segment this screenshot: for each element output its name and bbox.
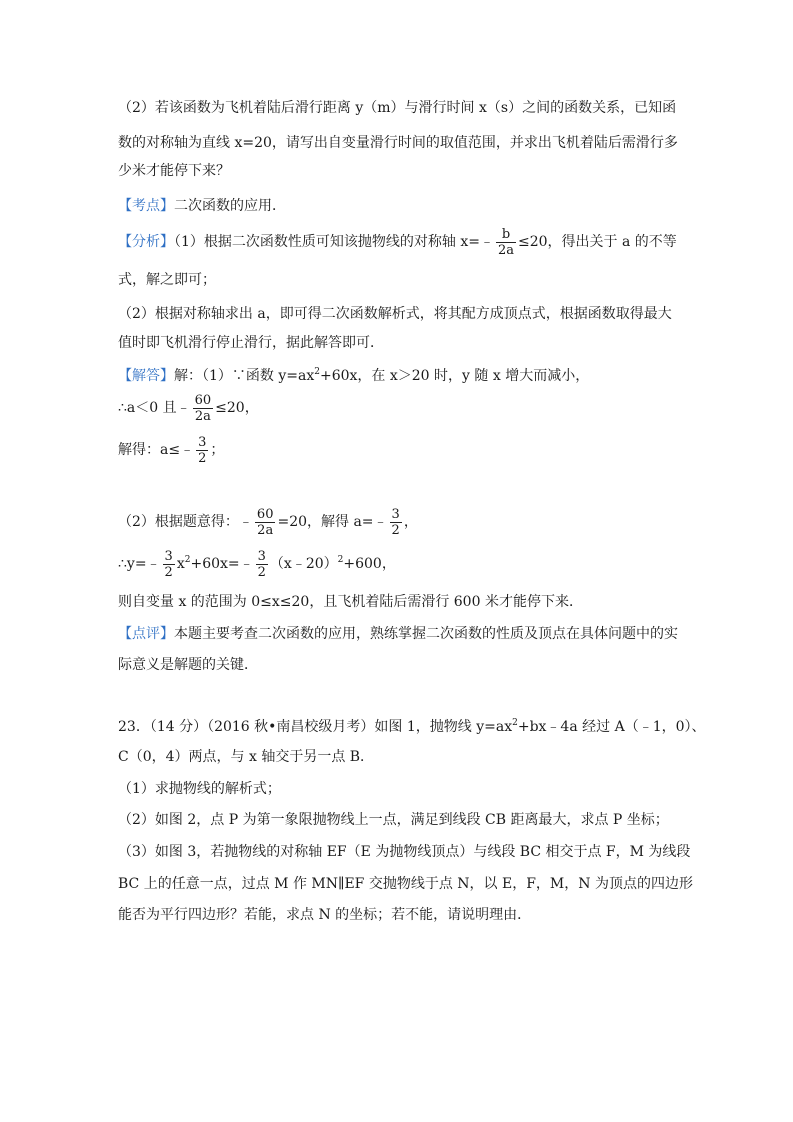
fraction-denominator: 2a [255, 522, 276, 538]
jieda-line1-post: +60x，在 x＞20 时，y 随 x 增大而减小， [319, 368, 590, 384]
fraction-numerator: 3 [198, 434, 207, 450]
jieda-line5-mid: +60x=﹣ [190, 556, 254, 572]
fenxi-line3: （2）根据对称轴求出 a，即可得二次函数解析式，将其配方成顶点式，根据函数取得最大 [118, 306, 672, 322]
question-part2-line2: 数的对称轴为直线 x=20，请写出自变量滑行时间的取值范围，并求出飞机着陆后需滑行多 [118, 135, 678, 151]
jieda-line4-fraction [255, 507, 276, 538]
kaodian-line [118, 196, 286, 216]
fraction-numerator: 60 [256, 506, 274, 522]
fenxi-line1-pre: （1）根据二次函数性质可知该抛物线的对称轴 x=﹣ [174, 234, 494, 250]
dianping-text: 本题主要考查二次函数的应用，熟练掌握二次函数的性质及顶点在具体问题中的实 [174, 626, 678, 642]
q23-sub2: （2）如图 2，点 P 为第一象限抛物线上一点，满足到线段 CB 距离最大，求点 P 坐标； [118, 812, 669, 828]
jieda-line6: 则自变量 x 的范围为 0≤x≤20，且飞机着陆后需滑行 600 米才能停下来． [118, 594, 583, 610]
fraction-numerator: 3 [391, 506, 400, 522]
jieda-line2-fraction [193, 393, 214, 424]
dianping-line2: 际意义是解题的关键． [118, 657, 258, 673]
jieda-line5-exponent: 2 [184, 555, 191, 565]
jieda-line5-x: x [176, 556, 185, 572]
fenxi-tag: 【分析】 [118, 234, 174, 250]
kaodian-tag: 【考点】 [118, 198, 174, 214]
jieda-line2-post: ≤20， [215, 400, 259, 416]
fenxi-line4: 值时即飞机滑行停止滑行，据此解答即可． [118, 335, 384, 351]
q23-sub1: （1）求抛物线的解析式； [118, 781, 281, 797]
fenxi-line1 [118, 225, 677, 259]
jieda-line2-pre: ∴a＜0 且﹣ [118, 400, 191, 416]
jieda-line3 [118, 433, 224, 467]
jieda-line4-pre: （2）根据题意得：﹣ [118, 514, 253, 530]
jieda-line3-pre: 解得：a≤﹣ [118, 442, 195, 458]
q23-sub3-line1: （3）如图 3，若抛物线的对称轴 EF（E 为抛物线顶点）与线段 BC 相交于点 F，M 为线段 [118, 844, 691, 860]
kaodian-text: 二次函数的应用． [174, 198, 286, 214]
q23-line1-post: +bx﹣4a 经过 A（﹣1，0）、 [517, 719, 706, 735]
jieda-line5-mid2: （x﹣20） [269, 556, 338, 572]
fraction-numerator: b [501, 226, 511, 242]
dianping-tag: 【点评】 [118, 626, 174, 642]
jieda-line2 [118, 391, 259, 425]
fenxi-fraction [496, 227, 516, 258]
jieda-line1-exponent: 2 [314, 367, 320, 377]
jieda-line4-post: ， [403, 514, 418, 530]
jieda-tag: 【解答】 [118, 368, 174, 384]
jieda-line1-pre: 解：（1）∵函数 y=ax [174, 368, 315, 384]
jieda-line3-fraction [196, 435, 208, 466]
jieda-line4-fraction2 [390, 507, 402, 538]
fraction-denominator: 2 [164, 564, 173, 580]
jieda-line5 [118, 547, 396, 581]
fraction-denominator: 2a [497, 242, 515, 258]
question-part2-line3: 少米才能停下来？ [118, 163, 230, 179]
jieda-line1 [118, 366, 589, 386]
fraction-numerator: 3 [164, 548, 173, 564]
q23-line1-pre: 23．（14 分）（2016 秋•南昌校级月考）如图 1，抛物线 y=ax [118, 719, 513, 735]
jieda-line4 [118, 505, 418, 539]
q23-line2: C（0，4）两点，与 x 轴交于另一点 B． [118, 749, 375, 765]
q23-line1 [118, 717, 706, 737]
fraction-numerator: 3 [257, 548, 266, 564]
jieda-line5-exponent2: 2 [337, 555, 344, 565]
q23-sub3-line3: 能否为平行四边形？若能，求点 N 的坐标；若不能，请说明理由． [118, 907, 532, 923]
dianping-line1 [118, 624, 678, 644]
fraction-denominator: 2 [391, 522, 400, 538]
question-part2-line1: （2）若该函数为飞机着陆后滑行距离 y（m）与滑行时间 x（s）之间的函数关系，已知函 [118, 100, 677, 116]
fraction-denominator: 2a [193, 408, 214, 424]
fraction-denominator: 2 [198, 450, 207, 466]
fenxi-line2: 式，解之即可； [118, 272, 216, 288]
jieda-line5-fraction2 [256, 549, 268, 580]
jieda-line3-post: ； [210, 442, 225, 458]
jieda-line5-pre: ∴y=﹣ [118, 556, 161, 572]
jieda-line5-post: +600， [343, 556, 396, 572]
q23-exponent: 2 [512, 718, 518, 728]
jieda-line5-fraction [163, 549, 175, 580]
jieda-line4-mid: =20，解得 a=﹣ [277, 514, 388, 530]
fraction-denominator: 2 [257, 564, 266, 580]
fraction-numerator: 60 [194, 392, 212, 408]
q23-sub3-line2: BC 上的任意一点，过点 M 作 MN∥EF 交抛物线于点 N，以 E，F，M，N 为顶点的四边形 [118, 876, 693, 892]
fenxi-line1-post: ≤20，得出关于 a 的不等 [518, 234, 677, 250]
